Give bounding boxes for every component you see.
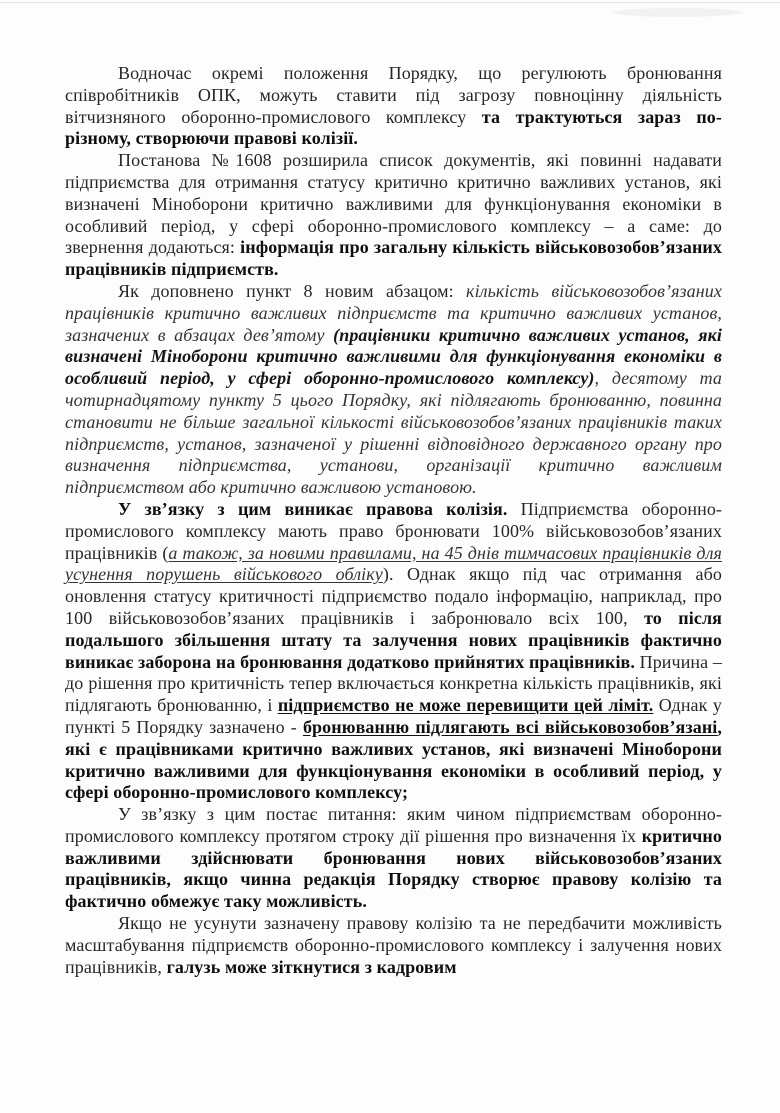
paragraph-6	[65, 913, 722, 978]
text-run: Підприємства оборонно-промислового комплексу мають право бронювати 100% військовозобов’язаних працівників (	[65, 498, 723, 563]
text-run: , десятому та чотирнадцятому пункту 5 цього Порядку, які підлягають бронюванню, повинна становити не більше загальної кількості військовозобов’язаних працівників таких підприємств, установ, зазначеної у рішенні відповідного державного органу про визначення підприємства, установи, організації критично важливим підприємством або критично важливою установою.	[65, 368, 722, 498]
document-body	[65, 63, 722, 978]
text-run: підприємство не може перевищити цей ліміт.	[277, 695, 654, 716]
paragraph-3	[65, 281, 722, 499]
text-run: ). Однак якщо під час отримання або оновлення статусу критичності підприємство подало інформацію, наприклад, про 100 військовозобов’язаних працівників і забронювало всіх 100,	[65, 564, 722, 628]
scan-smudge-artifact	[612, 8, 742, 17]
paragraph-1	[65, 63, 722, 150]
text-run: а також, за новими правилами, на 45 днів тимчасових працівників для усунення порушень військового обліку	[65, 542, 722, 585]
text-run: критично важливими здійснювати бронювання нових військовозобов’язаних працівників, якщо чинна редакція Порядку створює правову колізію та фактично обмежує таку можливість.	[65, 825, 722, 912]
paragraph-4	[65, 499, 722, 804]
text-run: кількість військовозобов’язаних працівників критично важливих підприємств та критично важливих установ, зазначених в абзацах дев’ятому	[65, 280, 722, 345]
text-run: Водночас окремі положення Порядку, що регулюють бронювання співробітників ОПК, можуть ставити під загрозу повноцінну діяльність вітчизняного оборонно-промислового комплексу	[65, 63, 722, 127]
text-run: та трактуються зараз по-різному, створюючи правові колізії.	[65, 106, 722, 149]
text-run: то після подальшого збільшення штату та залучення нових працівників фактично виникає заборона на бронювання додатково прийнятих працівників.	[65, 607, 723, 672]
text-run: галузь може зіткнутися з кадровим	[166, 956, 457, 977]
text-run: , які є працівниками критично важливих установ, які визначені Міноборони критично важливими для функціонування економіки в особливий період, у сфері оборонно-промислового комплексу;	[65, 716, 722, 803]
text-run: Постанова №1608 розширила список документів, які повинні надавати підприємства для отримання статусу критично критично важливих установ, які визначені Міноборони критично важливими для функціонування економіки в особливий період, у сфері оборонно-промислового комплексу – а саме: до звернення додаються:	[65, 150, 722, 258]
text-run: Як доповнено пункт 8 новим абзацом:	[118, 280, 467, 301]
text-run: У зв’язку з цим виникає правова колізія.	[118, 498, 521, 519]
text-run: Якщо не усунути зазначену правову колізію та не передбачити можливість масштабування підприємств оборонно-промислового комплексу і залучення нових працівників,	[65, 913, 722, 977]
paragraph-5	[65, 804, 722, 913]
text-run: (працівники критично важливих установ, які визначені Міноборони критично важливими для функціонування економіки в особливий період, у сфері оборонно-промислового комплексу)	[65, 324, 722, 389]
text-run: бронюванню підлягають всі військовозобов’язані	[302, 716, 718, 737]
text-run: У зв’язку з цим постає питання: яким чином підприємствам оборонно-промислового комплексу протягом строку дії рішення про визначення їх	[65, 804, 722, 846]
text-run: інформація про загальну кількість військовозобов’язаних працівників підприємств.	[65, 237, 722, 280]
text-run: Причина – до рішення про критичність тепер включається конкретна кількість працівників, які підлягають бронюванню, і	[65, 651, 722, 716]
paragraph-2	[65, 150, 722, 281]
text-run: Однак у пункті 5 Порядку зазначено -	[65, 695, 722, 737]
scan-edge-top	[0, 2, 780, 3]
